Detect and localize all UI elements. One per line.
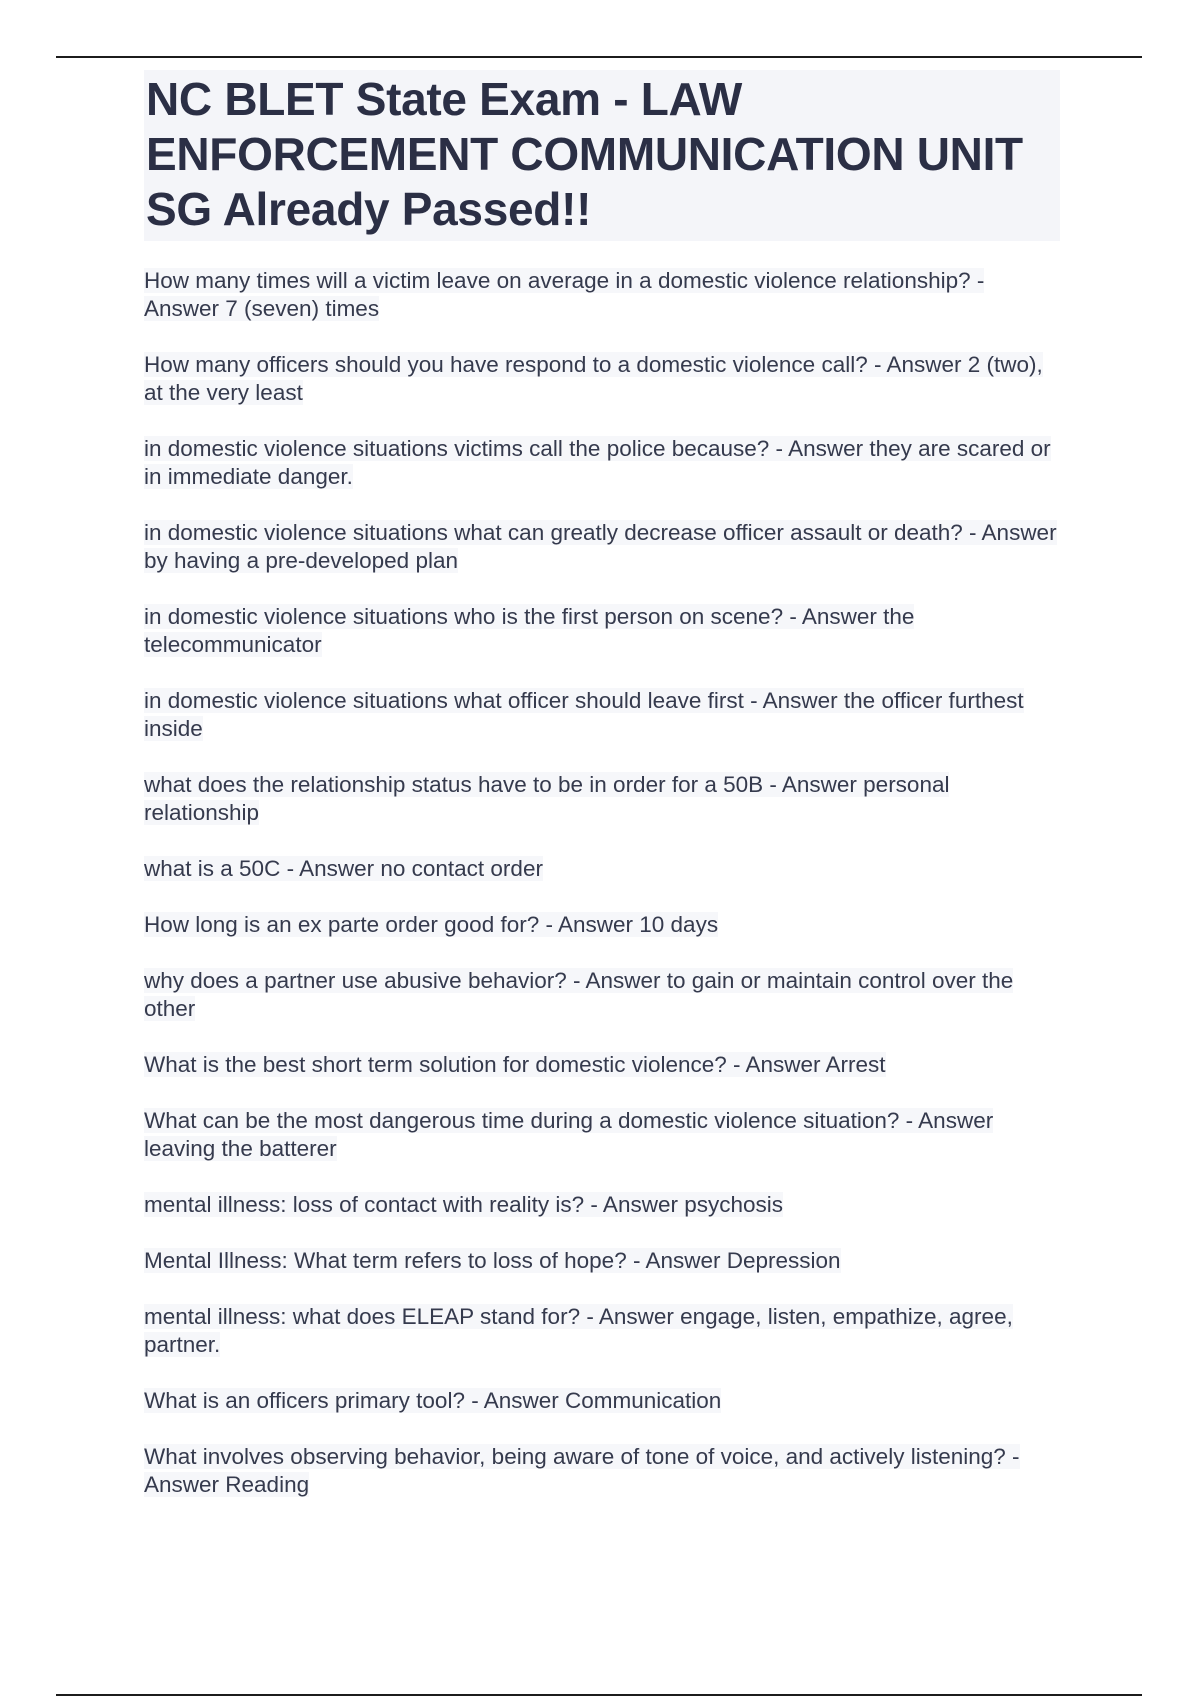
qa-item bbox=[144, 1443, 1060, 1499]
title-block bbox=[144, 70, 1060, 241]
qa-item bbox=[144, 855, 1060, 883]
qa-text: in domestic violence situations victims call the police because? - Answer they are scared or in immediate danger. bbox=[144, 436, 1051, 489]
qa-text: How long is an ex parte order good for? - Answer 10 days bbox=[144, 912, 719, 937]
qa-text: Mental Illness: What term refers to loss of hope? - Answer Depression bbox=[144, 1248, 841, 1273]
qa-text: mental illness: loss of contact with reality is? - Answer psychosis bbox=[144, 1192, 783, 1217]
qa-item bbox=[144, 351, 1060, 407]
qa-text: in domestic violence situations what can greatly decrease officer assault or death? - Answer by having a pre-developed plan bbox=[144, 520, 1057, 573]
qa-text: How many officers should you have respond to a domestic violence call? - Answer 2 (two), at the very least bbox=[144, 352, 1043, 405]
qa-text: in domestic violence situations what officer should leave first - Answer the officer furthest inside bbox=[144, 688, 1024, 741]
qa-text: what does the relationship status have to be in order for a 50B - Answer personal relationship bbox=[144, 772, 950, 825]
document-title: NC BLET State Exam - LAW ENFORCEMENT COMMUNICATION UNIT SG Already Passed!! bbox=[146, 73, 1023, 235]
qa-text: What is an officers primary tool? - Answer Communication bbox=[144, 1388, 722, 1413]
qa-item bbox=[144, 687, 1060, 743]
qa-item bbox=[144, 967, 1060, 1023]
qa-text: What can be the most dangerous time during a domestic violence situation? - Answer leaving the batterer bbox=[144, 1108, 994, 1161]
qa-item bbox=[144, 1107, 1060, 1163]
qa-text: what is a 50C - Answer no contact order bbox=[144, 856, 543, 881]
qa-text: in domestic violence situations who is the first person on scene? - Answer the telecommunicator bbox=[144, 604, 915, 657]
top-rule bbox=[56, 56, 1142, 58]
qa-item bbox=[144, 603, 1060, 659]
bottom-rule bbox=[56, 1694, 1142, 1696]
qa-text: mental illness: what does ELEAP stand for? - Answer engage, listen, empathize, agree, partner. bbox=[144, 1304, 1013, 1357]
qa-item bbox=[144, 911, 1060, 939]
qa-list bbox=[144, 267, 1060, 1499]
qa-item bbox=[144, 771, 1060, 827]
qa-text: How many times will a victim leave on average in a domestic violence relationship? - Answer 7 (seven) times bbox=[144, 268, 985, 321]
qa-text: What involves observing behavior, being aware of tone of voice, and actively listening? - Answer Reading bbox=[144, 1444, 1020, 1497]
qa-item bbox=[144, 1387, 1060, 1415]
qa-item bbox=[144, 267, 1060, 323]
qa-text: why does a partner use abusive behavior? - Answer to gain or maintain control over the other bbox=[144, 968, 1014, 1021]
qa-item bbox=[144, 519, 1060, 575]
qa-item bbox=[144, 435, 1060, 491]
qa-text: What is the best short term solution for domestic violence? - Answer Arrest bbox=[144, 1052, 886, 1077]
document-body bbox=[144, 70, 1060, 1527]
qa-item bbox=[144, 1303, 1060, 1359]
qa-item bbox=[144, 1191, 1060, 1219]
qa-item bbox=[144, 1247, 1060, 1275]
qa-item bbox=[144, 1051, 1060, 1079]
